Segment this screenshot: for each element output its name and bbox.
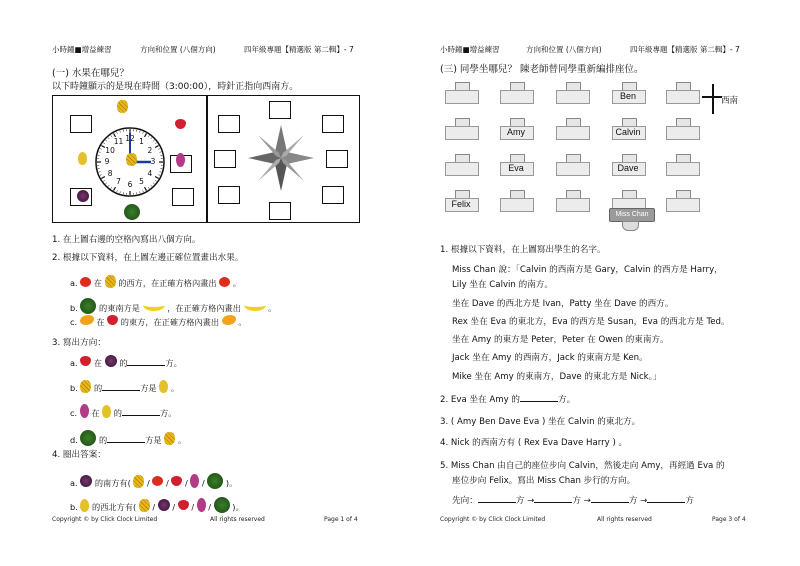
dragonfruit-icon: [80, 404, 89, 418]
footer-rights: All rights reserved: [597, 516, 652, 523]
seat[interactable]: [666, 154, 698, 174]
apple-icon: [219, 277, 230, 287]
banana-icon: [143, 299, 165, 311]
clock-number: 3: [150, 157, 156, 166]
pear-icon: [80, 499, 89, 512]
right-page: [400, 0, 800, 566]
question-1: 1. 在上圖右邊的空格內寫出八個方向。: [52, 235, 201, 245]
footer-copyright: Copyright © by Click Clock Limited: [52, 516, 158, 523]
clock-number: 6: [127, 180, 133, 189]
seat[interactable]: [445, 82, 477, 102]
footer-page: Page 3 of 4: [712, 516, 746, 523]
seat-desk: [445, 126, 479, 140]
answer-blank[interactable]: [520, 393, 558, 402]
direction-box[interactable]: [218, 186, 240, 204]
answer-blank[interactable]: [102, 382, 140, 391]
question-5-line-1: 5. Miss Chan 由自己的座位步向 Calvin，然後走向 Amy，再經過 Eva 的: [440, 461, 725, 471]
header-series: 小時鐘■增益練習: [52, 45, 112, 54]
seat[interactable]: [612, 82, 644, 102]
answer-box[interactable]: [172, 188, 194, 206]
dragonfruit-icon: [176, 153, 185, 167]
pear-icon: [78, 152, 87, 165]
clue-5: 坐在 Amy 的東方是 Peter，Peter 在 Owen 的東南方。: [452, 335, 669, 345]
seat-name: Calvin: [615, 127, 641, 137]
teacher-desk: Miss Chan: [609, 208, 655, 222]
seat[interactable]: [500, 118, 532, 138]
seat[interactable]: [556, 82, 588, 102]
q3b-row: b. 的 方是 。: [70, 378, 179, 394]
clock-number: 10: [105, 145, 115, 155]
clue-4: Rex 坐在 Eva 的東北方，Eva 的西方是 Susan，Eva 的西北方是 Ted。: [452, 317, 730, 327]
seat[interactable]: [612, 154, 644, 174]
mangosteen-icon[interactable]: [158, 499, 170, 511]
seat-desk: [445, 90, 479, 104]
seat[interactable]: [556, 118, 588, 138]
answer-blank[interactable]: [534, 494, 572, 503]
q3a-row: a. 在 的 方。: [70, 354, 182, 369]
seat-name: Ben: [619, 91, 636, 101]
question-4: 4. 圈出答案：: [52, 450, 106, 460]
seat-desk: [666, 198, 700, 212]
seat-desk: [666, 162, 700, 176]
question-5-line-2: 座位步向 Felix。寫出 Miss Chan 步行的方向。: [452, 476, 636, 486]
q5-answer-row: 先向： 方 → 方 → 方 → 方: [452, 496, 694, 506]
seat-desk: [500, 198, 534, 212]
clue-3: 坐在 Dave 的西北方是 Ivan，Patty 坐在 Dave 的西方。: [452, 299, 674, 309]
seat[interactable]: [612, 118, 644, 138]
clock-number: 9: [104, 157, 110, 166]
header-grade: 四年級專題【精選版 第二輯】- 7: [630, 45, 740, 54]
seat[interactable]: [666, 82, 698, 102]
direction-box[interactable]: [214, 150, 236, 168]
seat-desk: [556, 90, 590, 104]
header-grade: 四年級專題【精選版 第二輯】- 7: [244, 45, 354, 54]
dragonfruit-icon[interactable]: [197, 498, 206, 512]
direction-box[interactable]: [326, 150, 348, 168]
seat[interactable]: [612, 190, 644, 210]
footer-copyright: Copyright © by Click Clock Limited: [440, 516, 546, 523]
q4a-row: a. 的南方有( / / / / )。: [70, 470, 237, 489]
direction-box[interactable]: [269, 101, 291, 119]
pineapple-icon: [126, 153, 137, 166]
mangosteen-icon: [105, 355, 117, 367]
answer-blank[interactable]: [107, 434, 145, 443]
seat-desk: [445, 162, 479, 176]
header-series: 小時鐘■增益練習: [440, 45, 500, 54]
clock-number: 11: [113, 137, 124, 147]
clue-6: Jack 坐在 Amy 的西南方，Jack 的東南方是 Ken。: [452, 353, 648, 363]
direction-box[interactable]: [322, 186, 344, 204]
compass-vertical-line: [712, 84, 714, 114]
apple-icon[interactable]: [152, 476, 163, 486]
seat[interactable]: [666, 118, 698, 138]
seat[interactable]: [556, 154, 588, 174]
apple-icon: [80, 277, 91, 287]
mango-icon: [222, 315, 236, 325]
q2c-row: c. 在 的東方，在正確方格內畫出 。: [70, 317, 247, 327]
seat[interactable]: [500, 154, 532, 174]
compass-rose-icon: [246, 123, 316, 193]
direction-box[interactable]: [269, 202, 291, 220]
strawberry-icon[interactable]: [171, 476, 182, 486]
pear-icon: [102, 405, 111, 418]
mangosteen-icon: [77, 190, 89, 202]
seat[interactable]: [666, 190, 698, 210]
answer-blank[interactable]: [127, 357, 165, 366]
seat[interactable]: [556, 190, 588, 210]
compass-horizontal-line: [702, 96, 722, 98]
seat[interactable]: [500, 190, 532, 210]
pineapple-icon[interactable]: [139, 499, 150, 512]
watermelon-icon: [80, 298, 96, 314]
strawberry-icon: [107, 315, 118, 325]
question-4[interactable]: 4. Nick 的西南方有 ( Rex Eva Dave Harry ) 。: [440, 438, 628, 448]
seat[interactable]: [500, 82, 532, 102]
seat-desk: [556, 162, 590, 176]
q2b-row: b. 的東南方是 ，在正確方格內畫出 。: [70, 295, 276, 314]
seat-name: Amy: [507, 127, 525, 137]
seat-desk: [666, 90, 700, 104]
dragonfruit-icon[interactable]: [190, 474, 199, 488]
clock-number: 4: [147, 168, 153, 178]
seat-name: Felix: [451, 199, 471, 209]
clock-number: 2: [147, 145, 153, 155]
banana-icon: [244, 299, 266, 311]
mangosteen-icon: [80, 475, 92, 487]
clock-number: 12: [125, 134, 135, 143]
question-1: 1. 根據以下資料，在上圖寫出學生的名字。: [440, 245, 606, 255]
header-topic: 方向和位置 (八個方向): [526, 45, 602, 54]
clock-number: 8: [107, 168, 113, 178]
seat-desk: [500, 90, 534, 104]
direction-box[interactable]: [218, 115, 240, 133]
seat[interactable]: [445, 190, 477, 210]
question-3[interactable]: 3. ( Amy Ben Dave Eva ) 坐在 Calvin 的東北方。: [440, 417, 641, 427]
watermelon-icon: [80, 430, 96, 446]
watermelon-icon[interactable]: [214, 497, 230, 513]
seat-desk: [666, 126, 700, 140]
strawberry-icon: [80, 356, 91, 366]
q3c-row: c. 在 的 方。: [70, 402, 176, 419]
clue-1: Miss Chan 說：「Calvin 的西南方是 Gary，Calvin 的西方是 Harry，: [452, 265, 723, 275]
direction-box[interactable]: [322, 115, 344, 133]
answer-blank[interactable]: [647, 494, 685, 503]
seat-desk: [556, 126, 590, 140]
footer-page: Page 1 of 4: [324, 516, 358, 523]
seat[interactable]: [445, 154, 477, 174]
footer-rights: All rights reserved: [210, 516, 265, 523]
answer-blank[interactable]: [478, 494, 516, 503]
q2a-row: a. 在 的西方，在正確方格內畫出 。: [70, 273, 241, 289]
pear-icon: [159, 380, 168, 393]
clock-number: 1: [139, 137, 144, 147]
watermelon-icon: [124, 204, 140, 220]
pineapple-icon: [80, 380, 91, 393]
answer-blank[interactable]: [591, 494, 629, 503]
q4b-row: b. 的西北方有( / / / / )。: [70, 494, 244, 513]
clock-number: 5: [139, 176, 144, 186]
clock-number: 7: [116, 176, 121, 186]
question-2: 2. Eva 坐在 Amy 的 方。: [440, 395, 576, 405]
section-title: (一) 水果在哪兒？: [52, 68, 129, 79]
q3d-row: d. 的 方是 。: [70, 427, 186, 446]
answer-box[interactable]: [70, 115, 92, 133]
strawberry-icon[interactable]: [178, 500, 189, 510]
seat-name: Eva: [508, 163, 524, 173]
answer-blank[interactable]: [122, 407, 160, 416]
clue-2: Lily 坐在 Calvin 的南方。: [452, 280, 553, 290]
teacher-chair: [622, 221, 639, 231]
intro-text: 以下時鐘顯示的是現在時間（3:00:00），時針正指向西南方。: [52, 82, 299, 92]
header-topic: 方向和位置 (八個方向): [140, 45, 216, 54]
seat[interactable]: [445, 118, 477, 138]
watermelon-icon[interactable]: [207, 473, 223, 489]
pineapple-icon[interactable]: [133, 475, 144, 488]
seat-name: Dave: [617, 163, 639, 173]
pineapple-icon: [117, 100, 128, 113]
pineapple-icon: [105, 275, 116, 288]
seat-desk: [556, 198, 590, 212]
pineapple-icon: [164, 432, 175, 445]
clue-7: Mike 坐在 Amy 的東南方，Dave 的東北方是 Nick。」: [452, 372, 662, 382]
question-2: 2. 根據以下資料，在上圖左邊正確位置畫出水果。: [52, 253, 244, 263]
mango-icon: [80, 315, 94, 325]
question-3: 3. 寫出方向：: [52, 338, 106, 348]
section-title: (三) 同學坐哪兒？ 陳老師替同學重新編排座位。: [440, 64, 644, 75]
compass-label: 西南: [721, 96, 739, 106]
